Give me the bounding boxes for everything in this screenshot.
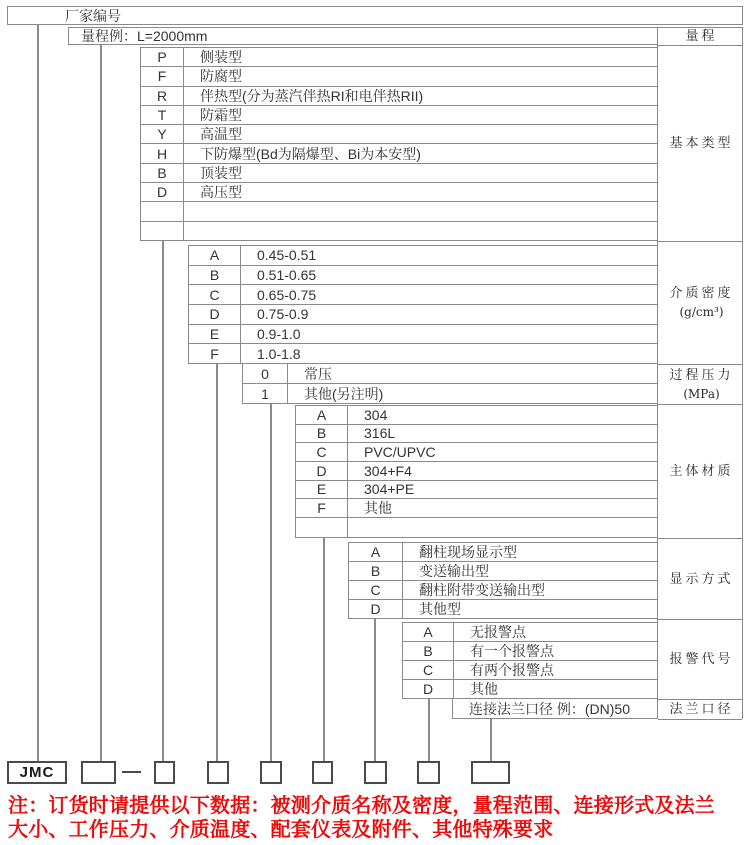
option-desc: 0.51-0.65 bbox=[257, 266, 317, 283]
option-desc: 顶装型 bbox=[200, 164, 242, 181]
table-row bbox=[296, 481, 657, 500]
option-desc: 0.45-0.51 bbox=[257, 247, 317, 264]
connector-line-pressure bbox=[270, 403, 272, 761]
body-material-table bbox=[295, 405, 657, 538]
connector-line-material bbox=[323, 537, 325, 761]
option-code: A bbox=[403, 623, 454, 641]
option-code: B bbox=[189, 266, 241, 285]
code-box-alarm bbox=[417, 761, 440, 784]
option-desc: 其他 bbox=[364, 500, 392, 517]
option-desc: 其他型 bbox=[419, 601, 461, 617]
table-row bbox=[296, 425, 657, 444]
option-code: D bbox=[349, 600, 403, 618]
option-code: E bbox=[296, 481, 348, 499]
factory-number-label: 厂家编号 bbox=[65, 7, 121, 24]
option-code: B bbox=[141, 164, 184, 182]
option-code: D bbox=[141, 183, 184, 201]
table-row bbox=[403, 623, 657, 642]
table-row bbox=[189, 325, 657, 345]
range-example-text: 量程例：L=2000mm bbox=[81, 28, 208, 44]
option-code: 1 bbox=[243, 384, 288, 403]
option-code: F bbox=[189, 344, 241, 363]
category-medium-density: 介质密度 (g/cm³) bbox=[658, 242, 742, 365]
table-row bbox=[141, 87, 657, 106]
option-code: B bbox=[349, 562, 403, 580]
option-code: 0 bbox=[243, 364, 288, 383]
table-row bbox=[141, 48, 657, 67]
table-row bbox=[141, 67, 657, 86]
option-desc: 0.65-0.75 bbox=[257, 286, 317, 303]
table-row bbox=[349, 562, 657, 581]
table-row bbox=[403, 661, 657, 680]
table-row bbox=[189, 305, 657, 325]
category-display-mode: 显示方式 bbox=[658, 539, 742, 620]
medium-density-table bbox=[188, 245, 657, 364]
option-desc: 防霜型 bbox=[200, 107, 242, 124]
option-desc: 1.0-1.8 bbox=[257, 345, 301, 362]
code-box-basic bbox=[154, 761, 175, 784]
ordering-note bbox=[8, 794, 748, 842]
connector-line-factory bbox=[37, 25, 39, 761]
table-row bbox=[403, 642, 657, 661]
table-row bbox=[349, 581, 657, 600]
ordering-note-line1: 注：订货时请提供以下数据：被测介质名称及密度，量程范围、连接形式及法兰 bbox=[8, 795, 715, 817]
category-flange-size: 法兰口径 bbox=[658, 700, 742, 720]
code-box-range bbox=[81, 761, 116, 784]
option-desc: 常压 bbox=[304, 365, 332, 382]
option-desc: 316L bbox=[364, 425, 396, 442]
table-row bbox=[189, 266, 657, 286]
table-row bbox=[141, 164, 657, 183]
table-row bbox=[349, 600, 657, 619]
flange-size-row bbox=[452, 698, 657, 719]
option-code: P bbox=[141, 48, 184, 66]
option-code: B bbox=[403, 642, 454, 660]
option-desc: 下防爆型(Bd为隔爆型、Bi为本安型) bbox=[200, 145, 421, 162]
option-code: C bbox=[189, 285, 241, 304]
option-code: C bbox=[296, 443, 348, 461]
option-desc: PVC/UPVC bbox=[364, 444, 436, 461]
option-desc: 翻柱现场显示型 bbox=[419, 544, 517, 560]
code-box-pressure bbox=[260, 761, 282, 784]
code-box-material bbox=[312, 761, 333, 784]
connector-line-density bbox=[216, 363, 218, 761]
factory-number-row bbox=[7, 6, 743, 25]
connector-line-flange bbox=[490, 718, 492, 761]
option-desc: 0.75-0.9 bbox=[257, 306, 309, 323]
option-code bbox=[296, 518, 348, 537]
table-row bbox=[141, 183, 657, 202]
option-desc: 伴热型(分为蒸汽伴热RI和电伴热RII) bbox=[200, 87, 424, 104]
table-row bbox=[243, 364, 657, 384]
option-desc: 高温型 bbox=[200, 126, 242, 143]
table-row bbox=[243, 384, 657, 404]
empty-row bbox=[296, 518, 657, 538]
table-row bbox=[189, 246, 657, 266]
table-row bbox=[141, 144, 657, 163]
option-code bbox=[141, 202, 184, 220]
connector-line-alarm bbox=[428, 698, 430, 761]
basic-type-table bbox=[140, 47, 657, 241]
option-code: B bbox=[296, 425, 348, 443]
option-code bbox=[141, 222, 184, 240]
code-box-density bbox=[207, 761, 229, 784]
table-row bbox=[141, 106, 657, 125]
option-code: T bbox=[141, 106, 184, 124]
model-code-dash bbox=[122, 771, 141, 773]
flange-size-text: 连接法兰口径 例：(DN)50 bbox=[469, 700, 631, 717]
option-code: C bbox=[349, 581, 403, 599]
option-code: D bbox=[403, 680, 454, 698]
option-desc: 翻柱附带变送输出型 bbox=[419, 582, 545, 598]
category-body-material: 主体材质 bbox=[658, 405, 742, 539]
category-column bbox=[657, 27, 743, 719]
option-desc: 0.9-1.0 bbox=[257, 325, 301, 342]
option-desc: 高压型 bbox=[200, 184, 242, 201]
category-alarm-code: 报警代号 bbox=[658, 620, 742, 700]
option-desc: 有两个报警点 bbox=[470, 662, 554, 678]
table-row bbox=[296, 462, 657, 481]
option-desc: 有一个报警点 bbox=[470, 643, 554, 659]
option-code: A bbox=[349, 543, 403, 561]
option-desc: 304 bbox=[364, 406, 388, 423]
option-desc: 防腐型 bbox=[200, 68, 242, 85]
table-row bbox=[349, 543, 657, 562]
option-code: A bbox=[189, 246, 241, 265]
option-code: Y bbox=[141, 125, 184, 143]
category-range: 量程 bbox=[658, 28, 742, 46]
option-code: D bbox=[189, 305, 241, 324]
table-row bbox=[296, 406, 657, 425]
table-row bbox=[453, 699, 657, 719]
code-box-display bbox=[364, 761, 387, 784]
option-code: H bbox=[141, 144, 184, 162]
option-desc: 304+PE bbox=[364, 481, 415, 498]
connector-line-basic bbox=[162, 240, 164, 761]
range-example-row bbox=[68, 27, 657, 45]
option-code: A bbox=[296, 406, 348, 424]
option-desc: 304+F4 bbox=[364, 462, 412, 479]
option-code: R bbox=[141, 87, 184, 105]
category-process-pressure: 过程压力 (MPa) bbox=[658, 365, 742, 405]
alarm-code-table bbox=[402, 622, 657, 699]
table-row bbox=[189, 285, 657, 305]
option-desc: 侧装型 bbox=[200, 49, 242, 66]
table-row bbox=[403, 680, 657, 699]
code-box-flange bbox=[471, 761, 510, 784]
connector-line-display bbox=[374, 618, 376, 761]
model-prefix-box: JMC bbox=[7, 761, 67, 784]
process-pressure-table bbox=[242, 363, 657, 404]
option-code: F bbox=[141, 67, 184, 85]
table-row bbox=[141, 125, 657, 144]
ordering-note-line2: 大小、工作压力、介质温度、配套仪表及附件、其他特殊要求 bbox=[8, 819, 554, 841]
table-row bbox=[296, 443, 657, 462]
empty-row bbox=[141, 202, 657, 221]
connector-line-range bbox=[100, 45, 102, 761]
empty-row bbox=[141, 222, 657, 241]
display-mode-table bbox=[348, 542, 657, 619]
option-code: C bbox=[403, 661, 454, 679]
option-desc: 变送输出型 bbox=[419, 563, 489, 579]
category-basic-type: 基本类型 bbox=[658, 46, 742, 242]
option-desc: 无报警点 bbox=[470, 624, 526, 640]
table-row bbox=[296, 499, 657, 518]
option-desc: 其他(另注明) bbox=[304, 385, 384, 402]
option-code: F bbox=[296, 499, 348, 517]
table-row bbox=[189, 344, 657, 364]
option-desc: 其他 bbox=[470, 681, 498, 697]
option-code: D bbox=[296, 462, 348, 480]
option-code: E bbox=[189, 325, 241, 344]
